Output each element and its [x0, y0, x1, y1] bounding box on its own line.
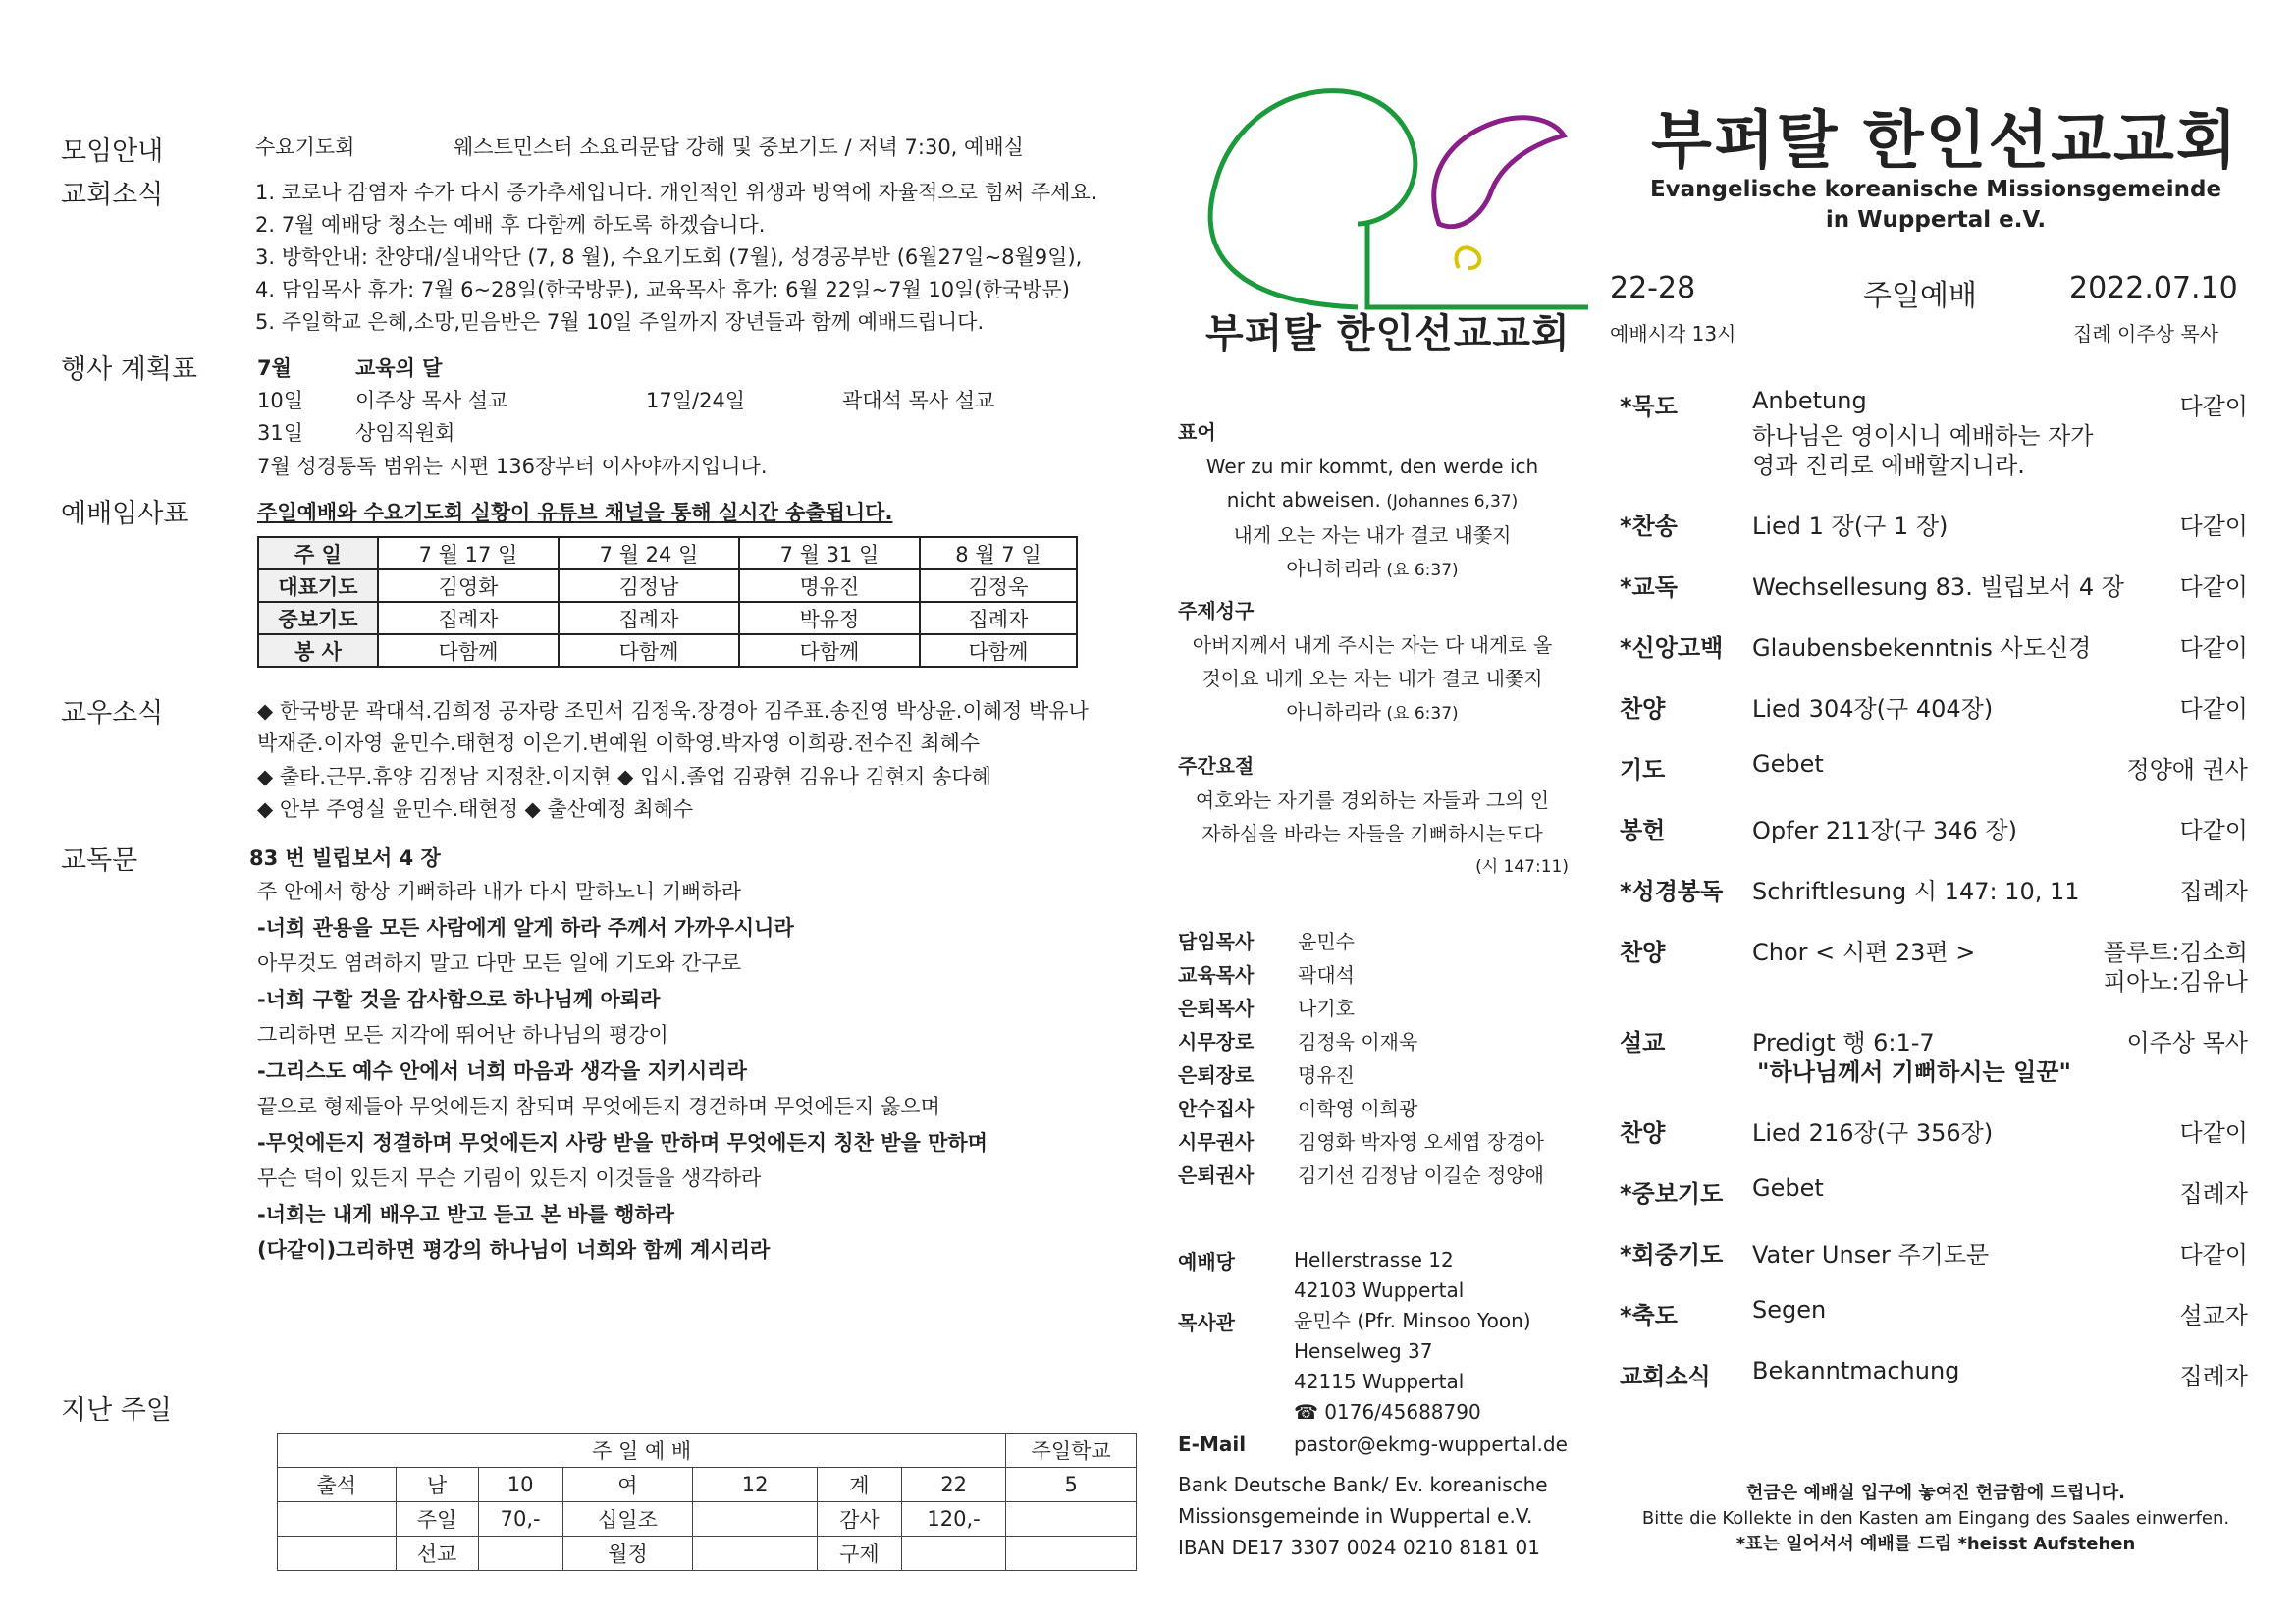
table-cell — [693, 1502, 818, 1537]
meeting-name: 수요기도회 — [255, 135, 355, 159]
events-date: 31일 — [257, 421, 304, 445]
reading-line: -그리스도 예수 안에서 너희 마음과 생각을 지키시리라 — [257, 1058, 747, 1083]
service-name: 주일예배 — [1863, 279, 1977, 313]
order-item-leader: 다같이 — [2179, 634, 2248, 662]
weekly-label: 주간요절 — [1178, 754, 1255, 778]
weekly-text — [1176, 784, 1569, 884]
table-cell — [1006, 1537, 1137, 1571]
address-label: 예배당 — [1178, 1250, 1235, 1273]
events-theme: 교육의 달 — [355, 356, 443, 380]
order-item-leader: 집례자 — [2179, 1363, 2248, 1390]
news-label: 교회소식 — [61, 180, 164, 210]
table-cell: 7 월 17 일 — [378, 537, 559, 569]
order-item-detail: Lied 304장(구 404장) — [1752, 695, 1994, 723]
staff-names: 이학영 이희광 — [1298, 1097, 1418, 1120]
motto-label: 표어 — [1178, 420, 1216, 444]
church-subtitle: in Wuppertal e.V. — [1825, 207, 2047, 233]
pastor-address — [1294, 1306, 1531, 1428]
news-item: 3. 방학안내: 찬양대/실내악단 (7, 8 월), 수요기도회 (7월), 성경공부반 (6월27일~8월9일), — [255, 245, 1083, 269]
staff-role: 시무장로 — [1178, 1030, 1255, 1054]
table-cell: 월정 — [562, 1537, 693, 1571]
table-cell — [278, 1502, 397, 1537]
table-cell: 8 월 7 일 — [920, 537, 1077, 569]
order-item-leader: 플루트:김소희 — [2103, 939, 2248, 966]
motto-text — [1186, 450, 1559, 587]
members-line: 박재준.이자영 윤민수.태현정 이은기.변예원 이학영.박자영 이희광.전수진 최혜수 — [257, 731, 981, 755]
order-item-detail: Gebet — [1752, 750, 1824, 778]
order-item-leader: 정양애 권사 — [2126, 756, 2248, 784]
weekly-line: 자하심을 바라는 자들을 기뻐하시는도다 — [1201, 822, 1543, 845]
service-date: 2022.07.10 — [2069, 271, 2238, 305]
order-item-leader: 집례자 — [2179, 1180, 2248, 1208]
table-row — [278, 1434, 1137, 1468]
logo-seed-yellow — [1456, 247, 1479, 268]
bank-info — [1178, 1469, 1548, 1563]
order-item-detail: Schriftlesung 시 147: 10, 11 — [1752, 878, 2080, 905]
order-item-label: *회중기도 — [1620, 1241, 1724, 1269]
order-item-leader: 다같이 — [2179, 513, 2248, 540]
table-row — [258, 569, 1077, 602]
theme-ref: (요 6:37) — [1380, 704, 1459, 724]
reading-line: 그리하면 모든 지각에 뛰어난 하나님의 평강이 — [257, 1023, 668, 1047]
attendance-table — [277, 1433, 1137, 1571]
events-desc: 상임직원회 — [355, 421, 455, 445]
staff-names: 윤민수 — [1298, 930, 1355, 953]
reading-line: (다같이)그리하면 평강의 하나님이 너희와 함께 계시리라 — [257, 1238, 771, 1262]
order-item-detail: Lied 1 장(구 1 장) — [1752, 513, 1949, 540]
footer-line: *표는 일어서서 예배를 드림 *heisst Aufstehen — [1735, 1534, 2136, 1554]
bank-line: Missionsgemeinde in Wuppertal e.V. — [1178, 1504, 1533, 1528]
table-cell: 5 — [1006, 1468, 1137, 1502]
motto-line: Wer zu mir kommt, den werde ich — [1205, 455, 1539, 478]
table-cell: 주일학교 — [1006, 1434, 1137, 1468]
news-item: 2. 7월 예배당 청소는 예배 후 다함께 하도록 하겠습니다. — [255, 213, 766, 237]
table-cell: 주 일 — [258, 537, 378, 569]
table-row — [278, 1502, 1137, 1537]
staff-role: 교육목사 — [1178, 963, 1255, 987]
order-item-detail: Gebet — [1752, 1174, 1824, 1202]
table-cell: 대표기도 — [258, 569, 378, 602]
motto-part: nicht abweisen. — [1226, 488, 1381, 512]
order-item-label: 기도 — [1620, 756, 1666, 784]
order-item-detail: Bekanntmachung — [1752, 1357, 1960, 1384]
order-subtext: 하나님은 영이시니 예배하는 자가 — [1752, 422, 2094, 450]
theme-line: 아버지께서 내게 주시는 자는 다 내게로 올 — [1192, 633, 1553, 657]
bank-line: IBAN DE17 3307 0024 0210 8181 01 — [1178, 1536, 1540, 1559]
address-line: 42115 Wuppertal — [1294, 1370, 1465, 1393]
table-cell: 김정욱 — [920, 569, 1077, 602]
members-label: 교우소식 — [61, 698, 164, 729]
motto-line: 내게 오는 자는 내가 결코 내쫓지 — [1233, 523, 1512, 547]
order-item-detail: Lied 216장(구 356장) — [1752, 1119, 1994, 1147]
order-item-leader: 다같이 — [2179, 1119, 2248, 1147]
staff-names: 명유진 — [1298, 1063, 1355, 1087]
table-cell: 70,- — [478, 1502, 562, 1537]
events-desc: 곽대석 목사 설교 — [842, 389, 995, 412]
staff-names: 김정욱 이재욱 — [1298, 1030, 1418, 1054]
week-number: 22-28 — [1610, 271, 1696, 305]
motto-line — [1186, 483, 1559, 518]
table-cell: 집례자 — [920, 602, 1077, 634]
table-cell: 봉 사 — [258, 634, 378, 667]
order-item-detail: Anbetung — [1752, 387, 1867, 414]
table-cell: 10 — [478, 1468, 562, 1502]
logo-text: 부퍼탈 한인선교교회 — [1205, 311, 1571, 356]
table-cell: 다함께 — [739, 634, 920, 667]
staff-role: 안수집사 — [1178, 1097, 1255, 1120]
motto-ref: (Johannes 6,37) — [1380, 492, 1519, 512]
table-row — [278, 1468, 1137, 1502]
reading-line: -너희는 내게 배우고 받고 듣고 본 바를 행하라 — [257, 1202, 675, 1226]
order-item-label: 찬양 — [1620, 695, 1666, 723]
address-line: 42103 Wuppertal — [1294, 1278, 1465, 1302]
table-cell: 명유진 — [739, 569, 920, 602]
table-cell — [478, 1537, 562, 1571]
email-label: E-Mail — [1178, 1433, 1247, 1456]
staff-role: 은퇴장로 — [1178, 1063, 1255, 1087]
table-cell: 다함께 — [920, 634, 1077, 667]
order-item-detail: Glaubensbekenntnis 사도신경 — [1752, 634, 2092, 662]
reading-line: -너희 관용을 모든 사람에게 알게 하라 주께서 가까우시니라 — [257, 915, 794, 940]
order-item-label: *신앙고백 — [1620, 634, 1724, 662]
footer-line: 헌금은 예배실 입구에 놓여진 헌금함에 드립니다. — [1746, 1483, 2125, 1503]
reading-line: -무엇에든지 정결하며 무엇에든지 사랑 받을 만하며 무엇에든지 칭찬 받을 만하며 — [257, 1130, 988, 1155]
staff-role: 담임목사 — [1178, 930, 1255, 953]
order-item-label: *교독 — [1620, 573, 1678, 601]
order-item-leader: 다같이 — [2179, 695, 2248, 723]
church-title: 부퍼탈 한인선교교회 — [1651, 105, 2239, 178]
table-cell: 22 — [901, 1468, 1005, 1502]
events-date: 10일 — [257, 389, 304, 412]
weekly-line: 여호와는 자기를 경외하는 자들과 그의 인 — [1195, 788, 1550, 812]
table-row — [258, 634, 1077, 667]
duty-table — [257, 536, 1078, 668]
table-row — [258, 537, 1077, 569]
reading-title: 83 번 빌립보서 4 장 — [249, 846, 441, 870]
church-address — [1294, 1245, 1464, 1306]
table-cell: 구제 — [817, 1537, 901, 1571]
order-item-detail: Opfer 211장(구 346 장) — [1752, 817, 2017, 844]
duty-label: 예배임사표 — [61, 499, 189, 529]
staff-names: 곽대석 — [1298, 963, 1355, 987]
offering-note — [1622, 1481, 2250, 1557]
order-item-leader: 다같이 — [2179, 393, 2248, 420]
staff-names: 김영화 박자영 오세엽 장경아 — [1298, 1130, 1544, 1154]
order-item-label: 설교 — [1620, 1029, 1666, 1056]
order-item-detail: Chor < 시편 23편 > — [1752, 939, 1976, 966]
table-cell: 12 — [693, 1468, 818, 1502]
sermon-title: "하나님께서 기뻐하시는 일꾼" — [1757, 1058, 2071, 1086]
table-cell: 120,- — [901, 1502, 1005, 1537]
order-item-label: *찬송 — [1620, 513, 1678, 540]
logo-leaf-purple — [1434, 118, 1564, 227]
table-cell: 중보기도 — [258, 602, 378, 634]
table-cell: 감사 — [817, 1502, 901, 1537]
table-row — [258, 602, 1077, 634]
reading-line: 주 안에서 항상 기뻐하라 내가 다시 말하노니 기뻐하라 — [257, 880, 742, 903]
order-item-label: *중보기도 — [1620, 1180, 1724, 1208]
table-cell: 집례자 — [559, 602, 739, 634]
table-cell: 주일 — [396, 1502, 478, 1537]
table-cell: 선교 — [396, 1537, 478, 1571]
order-item-detail: Wechsellesung 83. 빌립보서 4 장 — [1752, 573, 2124, 601]
address-line: 윤민수 (Pfr. Minsoo Yoon) — [1294, 1309, 1531, 1332]
table-cell: 남 — [396, 1468, 478, 1502]
order-item-label: 찬양 — [1620, 1119, 1666, 1147]
reading-line: 아무것도 염려하지 말고 다만 모든 일에 기도와 간구로 — [257, 951, 742, 975]
table-cell: 김영화 — [378, 569, 559, 602]
address-line: Hellerstrasse 12 — [1294, 1248, 1454, 1272]
table-cell: 7 월 24 일 — [559, 537, 739, 569]
members-line: ◆ 안부 주영실 윤민수.태현정 ◆ 출산예정 최혜수 — [257, 797, 694, 821]
order-item-label: 찬양 — [1620, 939, 1666, 966]
theme-line — [1176, 695, 1569, 731]
table-cell: 출석 — [278, 1468, 397, 1502]
events-month: 7월 — [257, 356, 292, 380]
table-cell — [901, 1537, 1005, 1571]
church-logo — [1205, 67, 1618, 322]
order-item-leader: 다같이 — [2179, 573, 2248, 601]
phone-number: ☎ 0176/45688790 — [1294, 1400, 1481, 1424]
motto-ref: (요 6:37) — [1380, 561, 1459, 580]
address-line: Henselweg 37 — [1294, 1339, 1433, 1363]
events-desc: 이주상 목사 설교 — [355, 389, 508, 412]
table-cell: 다함께 — [559, 634, 739, 667]
order-item-leader: 다같이 — [2179, 1241, 2248, 1269]
order-item-leader-2: 피아노:김유나 — [2103, 968, 2248, 996]
staff-role: 시무권사 — [1178, 1130, 1255, 1154]
meeting-label: 모임안내 — [61, 136, 164, 167]
weekly-ref: (시 147:11) — [1475, 857, 1569, 877]
table-cell: 다함께 — [378, 634, 559, 667]
news-item: 1. 코로나 감염자 수가 다시 증가추세입니다. 개인적인 위생과 방역에 자율적으로 힘써 주세요. — [255, 181, 1097, 204]
theme-label: 주제성구 — [1178, 599, 1255, 623]
order-item-label: *성경봉독 — [1620, 878, 1724, 905]
table-cell: 주 일 예 배 — [278, 1434, 1006, 1468]
events-label: 행사 계획표 — [61, 354, 197, 385]
reading-line: 끝으로 형제들아 무엇에든지 참되며 무엇에든지 경건하며 무엇에든지 옳으며 — [257, 1095, 940, 1118]
reading-line: 무슨 덕이 있든지 무슨 기림이 있든지 이것들을 생각하라 — [257, 1166, 762, 1190]
theme-line: 것이요 내게 오는 자는 내가 결코 내쫓지 — [1201, 667, 1543, 690]
theme-text — [1176, 628, 1569, 731]
staff-names: 김기선 김정남 이길순 정양애 — [1298, 1164, 1544, 1187]
pastor-house-label: 목사관 — [1178, 1311, 1235, 1334]
table-cell: 십일조 — [562, 1502, 693, 1537]
table-cell: 계 — [817, 1468, 901, 1502]
events-date: 17일/24일 — [646, 389, 746, 412]
reading-line: -너희 구할 것을 감사함으로 하나님께 아뢰라 — [257, 987, 661, 1011]
duty-notice: 주일예배와 수요기도회 실황이 유튜브 채널을 통해 실시간 송출됩니다. — [257, 501, 893, 524]
order-item-leader: 이주상 목사 — [2126, 1029, 2248, 1056]
table-cell: 박유정 — [739, 602, 920, 634]
table-cell: 7 월 31 일 — [739, 537, 920, 569]
service-leader: 집례 이주상 목사 — [2073, 322, 2218, 346]
table-cell — [278, 1537, 397, 1571]
order-item-label: *축도 — [1620, 1302, 1678, 1329]
email-address[interactable]: pastor@ekmg-wuppertal.de — [1294, 1433, 1568, 1456]
members-line: ◆ 출타.근무.휴양 김정남 지정찬.이지현 ◆ 입시.졸업 김광현 김유나 김현지 송다혜 — [257, 765, 991, 788]
order-item-detail: Segen — [1752, 1296, 1827, 1324]
order-item-label: *묵도 — [1620, 393, 1678, 420]
logo-leaf-green — [1210, 91, 1415, 307]
staff-role: 은퇴목사 — [1178, 997, 1255, 1020]
meeting-detail: 웨스트민스터 소요리문답 강해 및 중보기도 / 저녁 7:30, 예배실 — [454, 135, 1024, 159]
table-row — [278, 1537, 1137, 1571]
table-cell: 집례자 — [378, 602, 559, 634]
news-item: 5. 주일학교 은혜,소망,믿음반은 7월 10일 주일까지 장년들과 함께 예배드립니다. — [255, 310, 985, 334]
order-item-label: 교회소식 — [1620, 1363, 1711, 1390]
table-cell: 김정남 — [559, 569, 739, 602]
staff-role: 은퇴권사 — [1178, 1164, 1255, 1187]
members-line: ◆ 한국방문 곽대석.김희정 공자랑 조민서 김정욱.장경아 김주표.송진영 박상윤.이혜정 박유나 — [257, 699, 1089, 723]
order-item-leader: 집례자 — [2179, 878, 2248, 905]
motto-part: 아니하리라 — [1286, 557, 1381, 580]
order-item-label: 봉헌 — [1620, 817, 1666, 844]
order-item-leader: 다같이 — [2179, 817, 2248, 844]
order-item-detail: Vater Unser 주기도문 — [1752, 1241, 1990, 1269]
table-cell — [693, 1537, 818, 1571]
order-item-leader: 설교자 — [2179, 1302, 2248, 1329]
theme-part: 아니하리라 — [1286, 700, 1381, 724]
bank-line: Bank Deutsche Bank/ Ev. koreanische — [1178, 1473, 1548, 1496]
events-note: 7월 성경통독 범위는 시편 136장부터 이사야까지입니다. — [257, 455, 768, 478]
order-subtext: 영과 진리로 예배할지니라. — [1752, 452, 2025, 479]
service-time: 예배시각 13시 — [1610, 322, 1736, 346]
table-cell: 여 — [562, 1468, 693, 1502]
last-sunday-label: 지난 주일 — [61, 1395, 172, 1426]
motto-line — [1186, 552, 1559, 587]
staff-names: 나기호 — [1298, 997, 1355, 1020]
church-subtitle: Evangelische koreanische Missionsgemeinde — [1649, 177, 2222, 202]
news-item: 4. 담임목사 휴가: 7월 6~28일(한국방문), 교육목사 휴가: 6월 22일~7월 10일(한국방문) — [255, 278, 1070, 301]
order-item-detail: Predigt 행 6:1-7 — [1752, 1029, 1935, 1056]
reading-label: 교독문 — [61, 845, 138, 876]
table-cell — [1006, 1502, 1137, 1537]
footer-line: Bitte die Kollekte in den Kasten am Eingang des Saales einwerfen. — [1641, 1508, 2230, 1529]
